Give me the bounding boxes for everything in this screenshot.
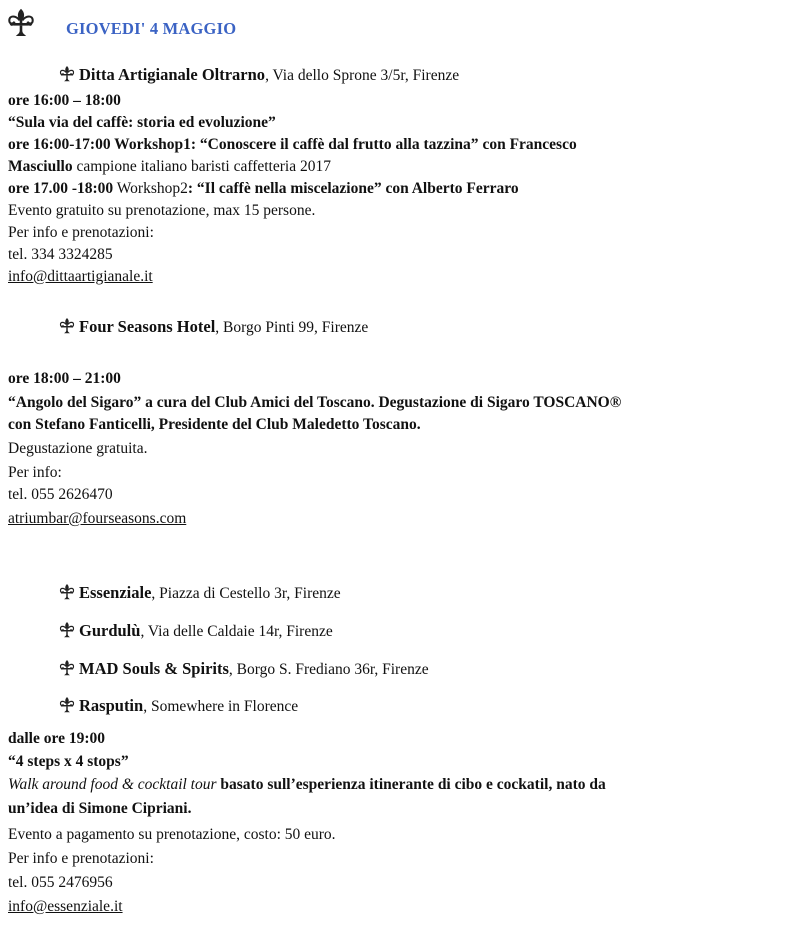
venue-address: , Piazza di Cestello 3r, Firenze [151,585,341,602]
tour-name: Walk around food & cocktail tour [8,776,217,793]
phone: tel. 055 2626470 [8,486,113,503]
fleur-de-lis-icon [58,318,76,334]
fleur-de-lis-icon [58,660,76,676]
event-time: ore 16:00 – 18:00 [8,92,121,109]
fleur-de-lis-icon [58,697,76,713]
fleur-de-lis-icon [58,66,76,82]
event-desc-1: “Angolo del Sigaro” a cura del Club Amici del Toscano. Degustazione di Sigaro TOSCANO® [8,394,622,411]
workshop1-title: : “Conoscere il caffè dal frutto alla tazzina” [190,136,479,153]
event-note: Evento a pagamento su prenotazione, costo: 50 euro. [8,826,336,843]
event-time: dalle ore 19:00 [8,730,106,747]
venue-name: MAD Souls & Spirits [79,659,229,678]
tour-desc: basato sull’esperienza itinerante di cibo e cockatil, nato da [216,776,606,793]
venue-mad-souls-spirits [58,660,429,679]
workshop2-title: : “Il caffè nella miscelazione” con Alberto Ferraro [187,180,519,197]
event-desc-2: un’idea di Simone Cipriani. [8,800,192,817]
workshop2-line [8,180,519,198]
event-time: ore 18:00 – 21:00 [8,370,121,387]
workshop1-desc: campione italiano baristi caffetteria 2017 [72,158,331,175]
venue-name: Four Seasons Hotel [79,317,216,336]
venue-name: Ditta Artigianale Oltrarno [79,65,266,84]
venue-name: Gurdulù [79,621,141,640]
workshop2-label: Workshop2 [113,180,188,197]
venue-address: , Via delle Caldaie 14r, Firenze [140,623,333,640]
venue-name: Essenziale [79,583,152,602]
workshop2-time: ore 17.00 -18:00 [8,180,114,197]
venue-address: , Borgo Pinti 99, Firenze [215,319,369,336]
venue-ditta-artigianale [58,66,459,85]
phone: tel. 334 3324285 [8,246,113,263]
venue-essenziale [58,584,341,603]
fleur-de-lis-icon [58,584,76,600]
workshop1-person: Masciullo [8,158,73,175]
info-label: Per info e prenotazioni: [8,850,154,867]
venue-four-seasons [58,318,368,337]
email-link[interactable]: atriumbar@fourseasons.com [8,510,187,527]
event-title: “Sula via del caffè: storia ed evoluzione” [8,114,276,131]
email-link[interactable]: info@essenziale.it [8,898,123,915]
workshop1-with: con Francesco [478,136,577,153]
venue-address: , Somewhere in Florence [143,698,299,715]
event-title: “4 steps x 4 stops” [8,753,129,770]
info-label: Per info e prenotazioni: [8,224,154,241]
event-note: Degustazione gratuita. [8,440,148,457]
venue-rasputin [58,697,298,716]
info-label: Per info: [8,464,62,481]
workshop1-line [8,136,577,154]
venue-address: , Via dello Sprone 3/5r, Firenze [265,67,460,84]
event-desc-2: con Stefano Fanticelli, Presidente del Club Maledetto Toscano. [8,416,421,433]
date-heading: GIOVEDI' 4 MAGGIO [66,19,237,38]
email-link[interactable]: info@dittaartigianale.it [8,268,153,285]
fleur-de-lis-icon [58,622,76,638]
venue-gurdulu [58,622,333,641]
venue-address: , Borgo S. Frediano 36r, Firenze [228,661,429,678]
workshop1-line-2 [8,158,331,176]
fleur-de-lis-icon [8,8,34,38]
workshop1-time: ore 16:00-17:00 Workshop1 [8,136,191,153]
venue-name: Rasputin [79,696,144,715]
event-note: Evento gratuito su prenotazione, max 15 persone. [8,202,316,219]
phone: tel. 055 2476956 [8,874,113,891]
event-desc-1 [8,776,606,794]
